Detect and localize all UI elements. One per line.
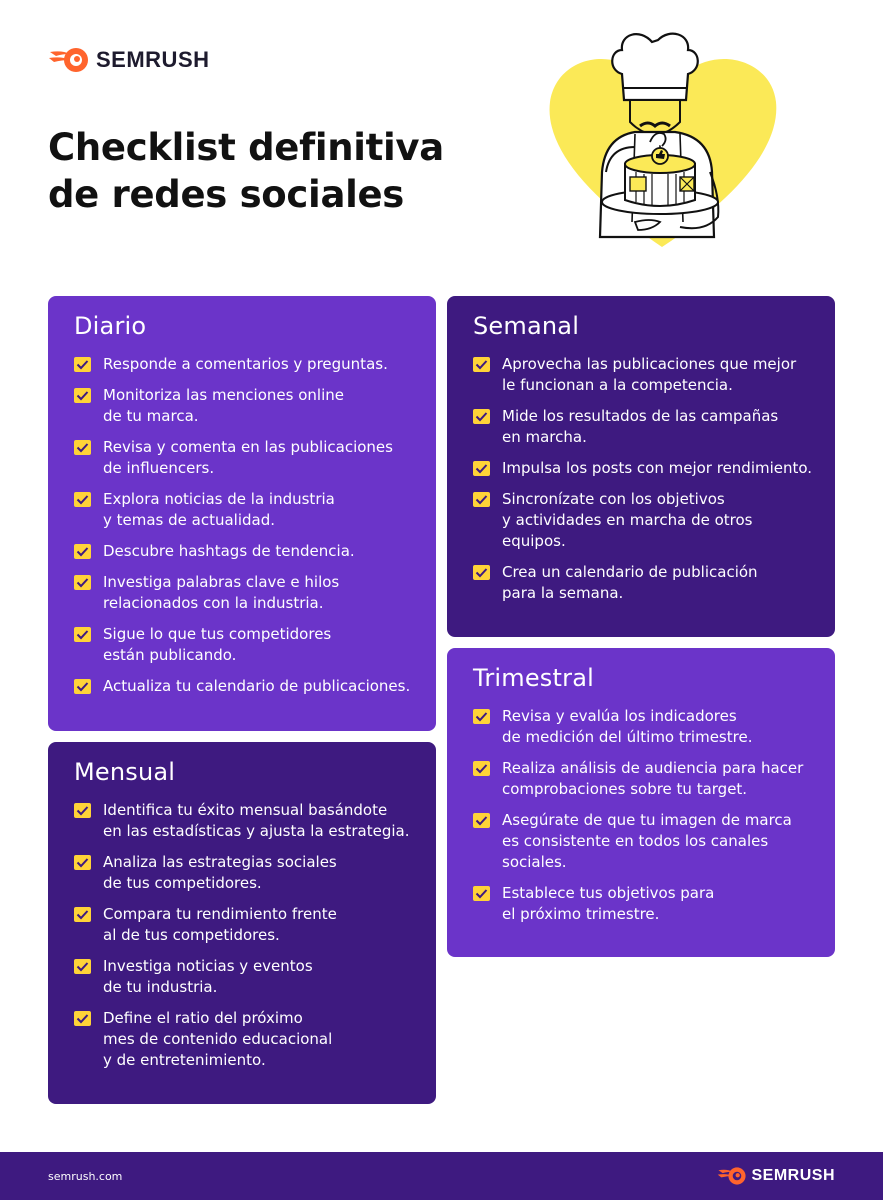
checklist-item xyxy=(74,572,416,614)
checklist-item xyxy=(74,354,416,375)
checklist-item xyxy=(473,489,815,552)
checklist-item xyxy=(74,904,416,946)
footer-url-link[interactable]: semrush.com xyxy=(48,1169,123,1183)
checkbox-checked-icon xyxy=(473,709,490,724)
item-text: Responde a comentarios y preguntas. xyxy=(103,355,388,373)
item-text: Sigue lo que tus competidores están publicando. xyxy=(103,625,332,664)
checklist-item xyxy=(74,1008,416,1071)
checklist xyxy=(473,354,815,604)
item-text: Investiga palabras clave e hilos relacionados con la industria. xyxy=(103,573,340,612)
item-text: Descubre hashtags de tendencia. xyxy=(103,542,355,560)
checklist-item xyxy=(74,852,416,894)
item-text: Revisa y evalúa los indicadores de medición del último trimestre. xyxy=(502,707,753,746)
semrush-flame-icon xyxy=(48,46,90,74)
footer-logo-text: SEMRUSH xyxy=(751,1167,835,1184)
checkbox-checked-icon xyxy=(473,492,490,507)
page-title xyxy=(48,124,444,218)
checklist-item xyxy=(473,706,815,748)
checklist-item xyxy=(473,406,815,448)
item-text: Monitoriza las menciones online de tu marca. xyxy=(103,386,344,425)
item-text: Mide los resultados de las campañas en marcha. xyxy=(502,407,779,446)
item-text: Establece tus objetivos para el próximo trimestre. xyxy=(502,884,715,923)
card-title: Diario xyxy=(74,312,147,340)
checklist-item xyxy=(74,800,416,842)
checklist xyxy=(74,354,416,697)
logo-text: SEMRUSH xyxy=(96,47,210,72)
checklist-item xyxy=(74,437,416,479)
item-text: Sincronízate con los objetivos y actividades en marcha de otros equipos. xyxy=(502,490,753,550)
item-text: Asegúrate de que tu imagen de marca es consistente en todos los canales sociales. xyxy=(502,811,792,871)
item-text: Investiga noticias y eventos de tu industria. xyxy=(103,957,313,996)
checkbox-checked-icon xyxy=(74,679,91,694)
checkbox-checked-icon xyxy=(473,565,490,580)
checklist-item xyxy=(74,489,416,531)
checkbox-checked-icon xyxy=(74,803,91,818)
checklist-item xyxy=(473,883,815,925)
checklist-item xyxy=(74,541,416,562)
checkbox-checked-icon xyxy=(473,357,490,372)
item-text: Compara tu rendimiento frente al de tus competidores. xyxy=(103,905,337,944)
checkbox-checked-icon xyxy=(473,813,490,828)
card-semanal xyxy=(447,296,835,637)
checklist xyxy=(74,800,416,1071)
card-diario xyxy=(48,296,436,731)
checkbox-checked-icon xyxy=(74,1011,91,1026)
card-mensual xyxy=(48,742,436,1104)
checklist-item xyxy=(74,385,416,427)
checklist-item xyxy=(74,676,416,697)
checkbox-checked-icon xyxy=(74,627,91,642)
title-line-2: de redes sociales xyxy=(48,173,405,216)
checklist-item xyxy=(473,758,815,800)
title-line-1: Checklist definitiva xyxy=(48,126,444,169)
checkbox-checked-icon xyxy=(74,575,91,590)
semrush-logo xyxy=(48,46,210,74)
checkbox-checked-icon xyxy=(473,886,490,901)
checkbox-checked-icon xyxy=(473,409,490,424)
item-text: Explora noticias de la industria y temas de actualidad. xyxy=(103,490,335,529)
checklist-item xyxy=(473,458,815,479)
checkbox-checked-icon xyxy=(74,907,91,922)
card-title: Mensual xyxy=(74,758,176,786)
checkbox-checked-icon xyxy=(74,440,91,455)
semrush-flame-icon xyxy=(717,1166,747,1186)
item-text: Crea un calendario de publicación para la semana. xyxy=(502,563,758,602)
checkbox-checked-icon xyxy=(74,388,91,403)
checklist-item xyxy=(473,562,815,604)
item-text: Identifica tu éxito mensual basándote en las estadísticas y ajusta la estrategia. xyxy=(103,801,410,840)
item-text: Aprovecha las publicaciones que mejor le funcionan a la competencia. xyxy=(502,355,797,394)
item-text: Impulsa los posts con mejor rendimiento. xyxy=(502,459,813,477)
checklist-item xyxy=(74,624,416,666)
card-trimestral xyxy=(447,648,835,957)
checkbox-checked-icon xyxy=(473,461,490,476)
item-text: Revisa y comenta en las publicaciones de influencers. xyxy=(103,438,393,477)
card-title: Semanal xyxy=(473,312,580,340)
checkbox-checked-icon xyxy=(74,357,91,372)
card-title: Trimestral xyxy=(473,664,594,692)
chef-cake-illustration xyxy=(540,22,785,257)
footer xyxy=(0,1152,883,1200)
checkbox-checked-icon xyxy=(74,544,91,559)
footer-logo xyxy=(717,1166,835,1186)
checkbox-checked-icon xyxy=(74,959,91,974)
checklist-item xyxy=(473,810,815,873)
checklist xyxy=(473,706,815,925)
checklist-item xyxy=(74,956,416,998)
item-text: Define el ratio del próximo mes de contenido educacional y de entretenimiento. xyxy=(103,1009,333,1069)
checklist-item xyxy=(473,354,815,396)
checkbox-checked-icon xyxy=(74,492,91,507)
item-text: Actualiza tu calendario de publicaciones. xyxy=(103,677,411,695)
item-text: Analiza las estrategias sociales de tus competidores. xyxy=(103,853,337,892)
item-text: Realiza análisis de audiencia para hacer comprobaciones sobre tu target. xyxy=(502,759,804,798)
checkbox-checked-icon xyxy=(74,855,91,870)
checkbox-checked-icon xyxy=(473,761,490,776)
